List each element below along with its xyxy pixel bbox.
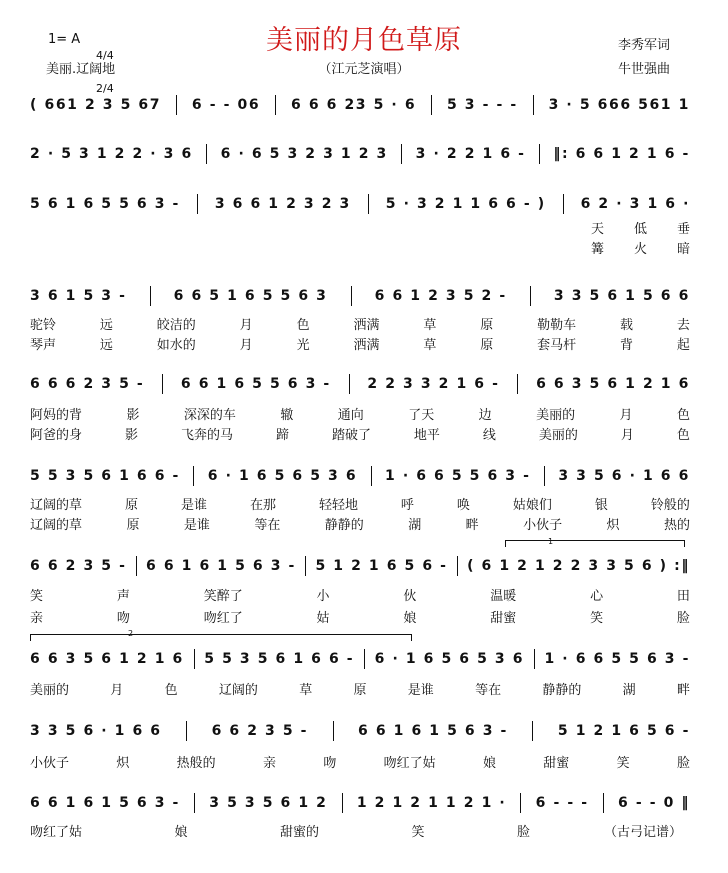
lyric-word: 原 — [126, 518, 140, 533]
bar-line — [603, 793, 604, 813]
bar-line — [305, 556, 306, 576]
lyric-word: 声 — [116, 589, 130, 604]
lyric-word: 美丽的 — [30, 683, 70, 698]
lyricist-credit: 李秀军词 — [618, 38, 671, 53]
lyric-word: 娘 — [482, 756, 496, 771]
measure: 3 5 3 5 6 1 2 — [209, 795, 328, 811]
lyric-word: 笑 — [590, 611, 604, 626]
lyric-word: 线 — [482, 428, 496, 443]
bar-line — [401, 144, 402, 164]
lyric-word: 远 — [99, 318, 113, 333]
time-sig-4-4: 4/4 — [96, 49, 114, 62]
measure: 6 6 6 23 5 · 6 — [291, 97, 417, 113]
ending-bracket-2 — [30, 634, 412, 641]
lyric-word: 起 — [676, 338, 690, 353]
lyric-line — [30, 821, 530, 839]
lyric-word: 等在 — [475, 683, 502, 698]
measure: 6 6 1 2 3 5 2 - — [374, 288, 507, 304]
lyric-word: 辙 — [280, 408, 294, 423]
lyric-word: 甜蜜 — [543, 756, 570, 771]
measure: 5 · 3 2 1 1 6 6 - ) — [385, 196, 546, 212]
lyric-word: 草 — [299, 683, 313, 698]
bar-line — [431, 95, 432, 115]
lyric-word: 温暖 — [490, 589, 517, 604]
lyric-word: 是谁 — [183, 518, 210, 533]
lyric-word: 影 — [126, 408, 140, 423]
lyric-word: 亲 — [262, 756, 276, 771]
lyric-word: 笑 — [616, 756, 630, 771]
measure: 6 6 1 6 1 5 6 3 - — [358, 723, 508, 739]
key-signature: 1= A — [48, 32, 81, 47]
bar-line — [342, 793, 343, 813]
lyric-word: 原 — [353, 683, 367, 698]
bar-line — [532, 721, 533, 741]
lyric-line — [30, 314, 690, 332]
lyric-word: 通向 — [337, 408, 364, 423]
notation-row — [30, 554, 690, 579]
lyric-line — [30, 404, 690, 422]
lyric-word: 洒满 — [353, 338, 380, 353]
measure: ‖: 6 6 1 2 1 6 - — [553, 146, 690, 162]
bar-line — [136, 556, 137, 576]
bar-line — [186, 721, 187, 741]
measure: 6 · 6 5 3 2 3 1 2 3 — [220, 146, 388, 162]
measure: 3 6 1 5 3 - — [30, 288, 127, 304]
lyric-line — [30, 494, 690, 512]
lyric-word: 月 — [620, 428, 634, 443]
ending-number-1: 1 — [548, 537, 554, 546]
lyric-word: 吻红了 — [203, 611, 243, 626]
lyric-word: 勒勒车 — [537, 318, 577, 333]
bar-line — [197, 194, 198, 214]
lyric-word: 驼铃 — [30, 318, 57, 333]
bar-line — [563, 194, 564, 214]
lyric-word: 娘 — [403, 611, 417, 626]
measure: 6 6 2 3 5 - — [211, 723, 309, 739]
lyric-word: 热的 — [663, 518, 690, 533]
notation-row — [30, 719, 690, 744]
lyric-word: 小伙子 — [30, 756, 70, 771]
measure: 3 6 6 1 2 3 2 3 — [214, 196, 351, 212]
bar-line — [206, 144, 207, 164]
lyric-word: 脸 — [676, 611, 690, 626]
lyric-word: 小伙子 — [523, 518, 563, 533]
bar-line — [533, 95, 534, 115]
lyric-word: 姑娘们 — [512, 498, 552, 513]
lyric-word: 美丽的 — [536, 408, 576, 423]
lyric-word: 深深的车 — [183, 408, 236, 423]
measure: 6 6 1 6 1 5 6 3 - — [30, 795, 180, 811]
lyric-word: 亲 — [30, 611, 44, 626]
lyric-word: 甜蜜 — [490, 611, 517, 626]
lyric-word: 皎洁的 — [156, 318, 196, 333]
ending-bracket-1 — [505, 540, 685, 547]
lyric-word: 小 — [316, 589, 330, 604]
bar-line — [275, 95, 276, 115]
lyric-word: 静静的 — [324, 518, 364, 533]
notation-row — [30, 647, 690, 672]
bar-line — [368, 194, 369, 214]
lyric-word: 原 — [124, 498, 138, 513]
measure: 6 - - - — [535, 795, 589, 811]
transcriber-credit: （古弓记谱） — [604, 825, 683, 840]
bar-line — [530, 286, 531, 306]
measure: ( 661 2 3 5 67 — [30, 97, 162, 113]
lyric-word: 辽阔的草 — [30, 498, 83, 513]
lyric-word: 暗 — [676, 242, 690, 257]
time-sig-2-4: 2/4 — [96, 82, 114, 95]
bar-line — [534, 649, 535, 669]
measure: 5 1 2 1 6 5 6 - — [315, 558, 448, 574]
lyric-word: 草 — [423, 318, 437, 333]
tempo-marking: 美丽.辽阔地 — [46, 62, 116, 77]
notation-row — [30, 284, 690, 309]
song-title: 美丽的月色草原 — [266, 25, 462, 56]
lyric-word: 吻 — [116, 611, 130, 626]
lyric-word: 阿妈的背 — [30, 408, 83, 423]
lyric-word: 畔 — [676, 683, 690, 698]
measure: 6 6 3 5 6 1 2 1 6 — [30, 651, 184, 667]
measure: 1 · 6 6 5 5 6 3 - — [544, 651, 690, 667]
lyric-word: 去 — [676, 318, 690, 333]
lyric-word: 篝 — [590, 242, 604, 257]
lyric-word: 月 — [619, 408, 633, 423]
lyric-line — [30, 752, 690, 770]
lyric-word: 了天 — [408, 408, 435, 423]
lyric-word: 月 — [110, 683, 124, 698]
notation-row — [30, 791, 690, 816]
lyric-word: 载 — [620, 318, 634, 333]
measure: 1 · 6 6 5 5 6 3 - — [385, 468, 531, 484]
lyric-word: 湖 — [622, 683, 636, 698]
notation-row — [30, 372, 690, 397]
lyric-word: 色 — [676, 428, 690, 443]
lyric-line — [30, 679, 690, 697]
lyric-word: 脸 — [676, 756, 690, 771]
lyric-word: 套马杆 — [537, 338, 577, 353]
lyric-word: 原 — [480, 338, 494, 353]
lyric-word: 在那 — [249, 498, 276, 513]
measure: 5 5 3 5 6 1 6 6 - — [30, 468, 180, 484]
lyric-word: 静静的 — [542, 683, 582, 698]
lyric-line — [30, 218, 690, 236]
lyric-word: 阿爸的身 — [30, 428, 83, 443]
notation-row — [30, 93, 690, 118]
lyric-word: 草 — [423, 338, 437, 353]
measure: 6 · 1 6 5 6 5 3 6 — [207, 468, 358, 484]
lyric-line — [30, 607, 690, 625]
bar-line — [457, 556, 458, 576]
measure: 6 - - 06 — [191, 97, 261, 113]
measure: 3 · 5 666 561 1 — [548, 97, 690, 113]
measure: 2 · 5 3 1 2 2 · 3 6 — [30, 146, 193, 162]
lyric-word: 月 — [239, 318, 253, 333]
bar-line — [371, 466, 372, 486]
lyric-word: 远 — [99, 338, 113, 353]
lyric-line — [30, 514, 690, 532]
measure: 5 6 1 6 5 5 6 3 - — [30, 196, 180, 212]
lyric-word: 天 — [590, 222, 604, 237]
lyric-word: 踏破了 — [331, 428, 371, 443]
lyric-word: 影 — [124, 428, 138, 443]
lyric-word: 吻红了姑 — [383, 756, 436, 771]
measure: 2 2 3 3 2 1 6 - — [367, 376, 500, 392]
lyric-word: 铃般的 — [650, 498, 690, 513]
lyric-word: 银 — [594, 498, 608, 513]
lyric-word: 娘 — [174, 825, 188, 840]
lyric-word: 畔 — [465, 518, 479, 533]
lyric-line — [30, 424, 690, 442]
bar-line — [520, 793, 521, 813]
lyric-word: 笑 — [411, 825, 425, 840]
bar-line — [194, 649, 195, 669]
measure: 6 6 1 6 1 5 6 3 - — [146, 558, 296, 574]
lyric-word: 色 — [164, 683, 178, 698]
lyric-word: 琴声 — [30, 338, 57, 353]
lyric-word: 田 — [676, 589, 690, 604]
lyric-word: 脸 — [516, 825, 530, 840]
measure: 6 · 1 6 5 6 5 3 6 — [374, 651, 525, 667]
singer-credit: （江元芝演唱） — [318, 62, 410, 77]
lyric-word: 美丽的 — [538, 428, 578, 443]
lyric-line — [30, 585, 690, 603]
bar-line — [176, 95, 177, 115]
lyric-word: 辽阔的草 — [30, 518, 83, 533]
bar-line — [517, 374, 518, 394]
bar-line — [544, 466, 545, 486]
lyric-word: 等在 — [254, 518, 281, 533]
lyric-word: 炽 — [116, 756, 130, 771]
lyric-word: 湖 — [408, 518, 422, 533]
lyric-word: 边 — [478, 408, 492, 423]
lyric-word: 背 — [620, 338, 634, 353]
measure: 6 6 2 3 5 - — [30, 558, 127, 574]
lyric-word: 低 — [633, 222, 647, 237]
bar-line — [193, 466, 194, 486]
measure: 3 · 2 2 1 6 - — [415, 146, 526, 162]
lyric-word: 吻 — [323, 756, 337, 771]
bar-line — [351, 286, 352, 306]
lyric-word: 热般的 — [176, 756, 216, 771]
lyric-word: 洒满 — [353, 318, 380, 333]
lyric-word: 甜蜜的 — [279, 825, 319, 840]
bar-line — [194, 793, 195, 813]
lyric-word: 色 — [296, 318, 310, 333]
lyric-word: 是谁 — [180, 498, 207, 513]
composer-credit: 牛世强曲 — [618, 62, 671, 77]
bar-line — [150, 286, 151, 306]
measure: 5 3 - - - — [446, 97, 518, 113]
lyric-word: 吻红了姑 — [30, 825, 83, 840]
lyric-word: 是谁 — [407, 683, 434, 698]
ending-number-2: 2 — [128, 629, 134, 638]
lyric-word: 光 — [296, 338, 310, 353]
bar-line — [349, 374, 350, 394]
bar-line — [162, 374, 163, 394]
measure: 3 3 5 6 · 1 6 6 — [30, 723, 162, 739]
lyric-word: 原 — [480, 318, 494, 333]
lyric-line — [30, 238, 690, 256]
measure: 5 5 3 5 6 1 6 6 - — [204, 651, 355, 667]
lyric-word: 心 — [590, 589, 604, 604]
lyric-word: 伙 — [403, 589, 417, 604]
lyric-word: 地平 — [413, 428, 440, 443]
bar-line — [333, 721, 334, 741]
lyric-word: 姑 — [316, 611, 330, 626]
measure: 6 6 3 5 6 1 2 1 6 — [536, 376, 690, 392]
lyric-word: 笑醉了 — [203, 589, 243, 604]
measure: 3 3 5 6 · 1 6 6 — [558, 468, 690, 484]
bar-line — [364, 649, 365, 669]
lyric-line — [30, 334, 690, 352]
bar-line — [539, 144, 540, 164]
measure: 6 - - 0 ‖ — [618, 795, 690, 811]
measure: 3 3 5 6 1 5 6 6 — [553, 288, 690, 304]
measure: 6 6 5 1 6 5 5 6 3 — [173, 288, 328, 304]
lyric-word: 火 — [633, 242, 647, 257]
lyric-word: 笑 — [30, 589, 44, 604]
notation-row — [30, 192, 690, 217]
measure: 1 2 1 2 1 1 2 1 · — [356, 795, 507, 811]
measure: 6 2 · 3 1 6 · — [580, 196, 690, 212]
lyric-word: 飞奔的马 — [180, 428, 233, 443]
lyric-word: 呼 — [400, 498, 414, 513]
measure: ( 6 1 2 1 2 2 3 3 5 6 ) :‖ — [467, 558, 690, 574]
measure: 6 6 1 6 5 5 6 3 - — [180, 376, 331, 392]
lyric-word: 炽 — [606, 518, 620, 533]
lyric-word: 垂 — [676, 222, 690, 237]
measure: 6 6 6 2 3 5 - — [30, 376, 145, 392]
lyric-word: 辽阔的 — [218, 683, 258, 698]
lyric-word: 轻轻地 — [318, 498, 358, 513]
lyric-word: 蹄 — [275, 428, 289, 443]
notation-row — [30, 464, 690, 489]
notation-row — [30, 142, 690, 167]
lyric-word: 月 — [239, 338, 253, 353]
lyric-word: 唤 — [456, 498, 470, 513]
measure: 5 1 2 1 6 5 6 - — [557, 723, 690, 739]
lyric-word: 色 — [676, 408, 690, 423]
lyric-word: 如水的 — [156, 338, 196, 353]
